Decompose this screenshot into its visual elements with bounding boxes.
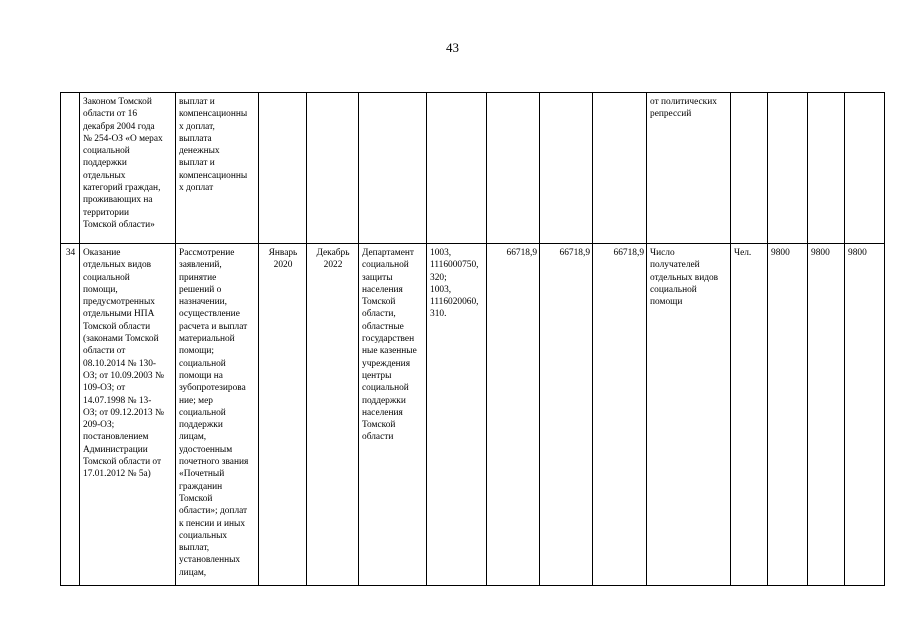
executor-cell [359,93,427,244]
start-date-cell [259,93,307,244]
measure-name-cell: Законом Томской области от 16 декабря 2004 года № 254-ОЗ «О мерах социальной поддержки отдельных категорий граждан, проживающих на территории Томской области» [80,93,176,244]
executor-cell: Департамент социальной защиты населения Томской области, областные государствен ные казенные учреждения центры социальной поддержки населения Томской области [359,244,427,586]
budget-code-cell: 1003, 1116000750, 320; 1003, 1116020060, 310. [427,244,487,586]
amount-cell-2: 66718,9 [540,244,593,586]
measure-name-cell: Оказание отдельных видов социальной помощи, предусмотренных отдельными НПА Томской области (законами Томской области от 08.10.2014 № 130- ОЗ; от 10.09.2003 № 109-ОЗ; от 14.07.1998 № 13- ОЗ; от 09.12.2013 № 209-ОЗ; постановлением Администрации Томской области от 17.01.2012 № 5а) [80,244,176,586]
indicator-cell: Число получателей отдельных видов социальной помощи [647,244,731,586]
row-number-cell [61,93,80,244]
budget-code-cell [427,93,487,244]
start-date-cell: Январь 2020 [259,244,307,586]
measure-description-cell: Рассмотрение заявлений, принятие решений о назначении, осуществление расчета и выплат материальной помощи; социальной помощи на зубопротезирова ние; мер социальной поддержки лицам, удостоенным почетного звания «Почетный гражданин Томской области»; доплат к пенсии и иных социальных выплат, установленных лицам, [176,244,259,586]
amount-cell-2 [540,93,593,244]
value-cell-3 [845,93,885,244]
program-table [60,92,885,586]
value-cell-2 [808,93,845,244]
amount-cell-1: 66718,9 [487,244,540,586]
amount-cell-1 [487,93,540,244]
indicator-cell: от политических репрессий [647,93,731,244]
row-number-cell: 34 [61,244,80,586]
unit-cell [731,93,768,244]
value-cell-1 [768,93,808,244]
table-row [61,244,885,586]
measure-description-cell: выплат и компенсационны х доплат, выплата денежных выплат и компенсационны х доплат [176,93,259,244]
value-cell-3: 9800 [845,244,885,586]
table-row [61,93,885,244]
end-date-cell: Декабрь 2022 [307,244,359,586]
amount-cell-3: 66718,9 [593,244,647,586]
amount-cell-3 [593,93,647,244]
value-cell-1: 9800 [768,244,808,586]
page-number: 43 [446,40,459,55]
value-cell-2: 9800 [808,244,845,586]
unit-cell: Чел. [731,244,768,586]
end-date-cell [307,93,359,244]
